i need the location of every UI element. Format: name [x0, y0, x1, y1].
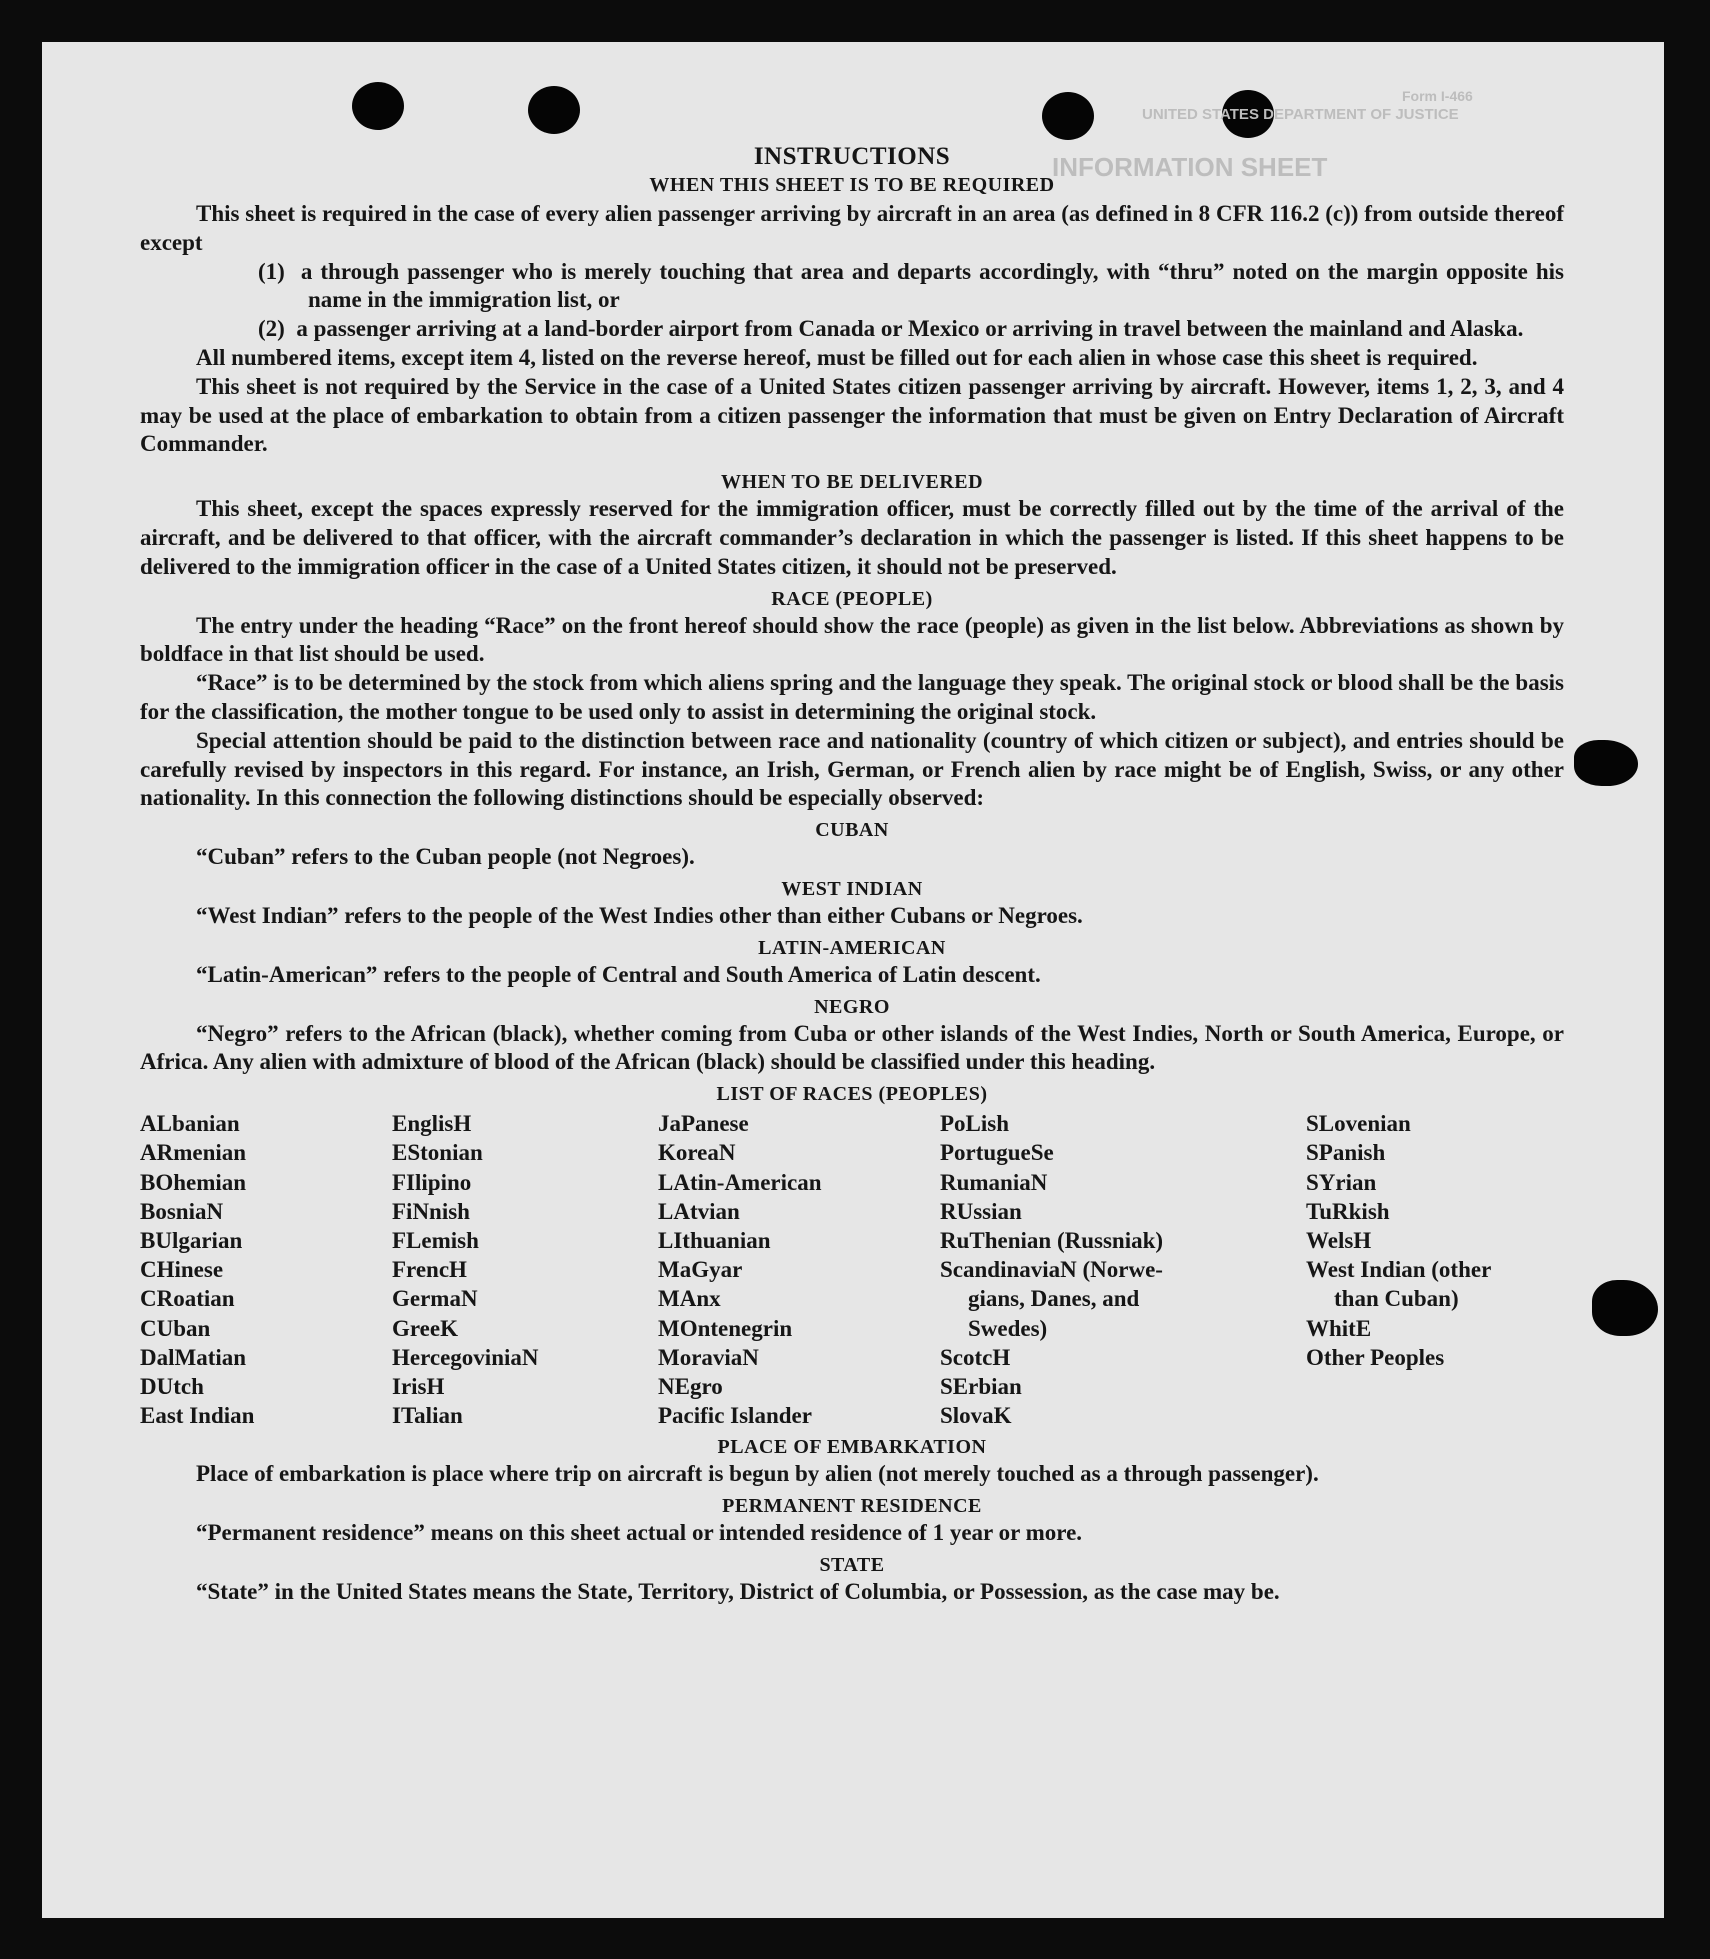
race-list-entry: IrisH	[392, 1373, 445, 1399]
race-list-entry: LAtin-American	[658, 1169, 822, 1195]
exception-item-1-text: a through passenger who is merely touching that area and departs accordingly, with “thru” noted on the margin opposite his name in the immigration list, or	[300, 258, 1564, 313]
when-required-heading: WHEN THIS SHEET IS TO BE REQUIRED	[649, 174, 1055, 196]
race-list-entry: ALbanian	[140, 1111, 240, 1137]
race-list-entry: DUtch	[140, 1373, 204, 1399]
race-list-entry: SYrian	[1306, 1169, 1377, 1195]
place-of-embarkation-heading: PLACE OF EMBARKATION	[717, 1436, 987, 1459]
race-list-entry: EStonian	[392, 1140, 483, 1166]
document-page	[42, 42, 1664, 1918]
race-list-entry: ScotcH	[940, 1344, 1011, 1370]
punch-hole-3	[1042, 92, 1094, 140]
punch-hole-1	[352, 82, 404, 130]
race-list-entry: BUlgarian	[140, 1227, 243, 1253]
race-list-entry: HercegoviniaN	[392, 1344, 539, 1370]
instructions-title: INSTRUCTIONS	[753, 143, 951, 170]
west-indian-text: “West Indian” refers to the people of the West Indies other than either Cubans or Negroes.	[196, 902, 1083, 928]
latin-american-text: “Latin-American” refers to the people of Central and South America of Latin descent.	[196, 961, 1041, 987]
exception-item-2	[140, 315, 1564, 344]
race-list-entry: CRoatian	[140, 1286, 235, 1312]
ink-blot-right-1	[1574, 740, 1638, 786]
permanent-residence-heading: PERMANENT RESIDENCE	[722, 1495, 982, 1518]
race-list-column-3	[658, 1109, 940, 1430]
latin-american-heading: LATIN-AMERICAN	[758, 936, 946, 959]
race-list-entry: SErbian	[940, 1373, 1022, 1399]
race-list-entry: MaGyar	[658, 1257, 743, 1283]
when-required-intro: This sheet is required in the case of every alien passenger arriving by aircraft in an area (as defined in 8 CFR 116.2 (c)) from outside thereof except	[140, 201, 1564, 255]
instructions-body	[140, 142, 1564, 1607]
negro-heading: NEGRO	[814, 995, 890, 1018]
race-list-entry: Pacific Islander	[658, 1403, 812, 1429]
race-list-column-1	[140, 1109, 392, 1430]
citizen-passenger-paragraph: This sheet is not required by the Service in the case of a United States citizen passenger arriving by aircraft. However, items 1, 2, 3, and 4 may be used at the place of embarkation to obtain from a citizen passenger the information that must be given on Entry Declaration of Aircraft Commander.	[140, 373, 1564, 457]
race-list-entry: EnglisH	[392, 1111, 472, 1137]
race-list-entry: BOhemian	[140, 1169, 247, 1195]
exception-item-1-number: (1)	[258, 258, 285, 284]
race-list-entry: RuThenian (Russniak)	[940, 1227, 1164, 1253]
race-list-entry: RumaniaN	[940, 1169, 1048, 1195]
race-list-entry: GermaN	[392, 1286, 478, 1312]
ink-blot-right-2	[1592, 1280, 1658, 1336]
race-list-entry: TuRkish	[1306, 1198, 1390, 1224]
race-list-entry: Swedes)	[968, 1315, 1048, 1341]
list-of-races-heading: LIST OF RACES (PEOPLES)	[716, 1083, 988, 1106]
bleed-through-department: UNITED STATES DEPARTMENT OF JUSTICE	[1142, 106, 1459, 123]
race-list-entry: RUssian	[940, 1198, 1022, 1224]
race-list-entry: FLemish	[392, 1227, 479, 1253]
race-list-entry: SLovenian	[1306, 1111, 1411, 1137]
race-list-entry: WelsH	[1306, 1227, 1372, 1253]
race-list-column-4	[940, 1109, 1306, 1430]
race-list-entry: NEgro	[658, 1373, 723, 1399]
race-list-entry: MOntenegrin	[658, 1315, 793, 1341]
race-list-column-5	[1306, 1109, 1564, 1430]
bleed-through-form-number: Form I-466	[1402, 88, 1473, 104]
cuban-heading: CUBAN	[815, 819, 889, 842]
race-list-entry: than Cuban)	[1334, 1286, 1459, 1312]
race-list-entry: LIthuanian	[658, 1227, 771, 1253]
race-list-entry: MoraviaN	[658, 1344, 759, 1370]
race-list-column-2	[392, 1109, 658, 1430]
state-heading: STATE	[819, 1553, 885, 1576]
race-paragraph-3: Special attention should be paid to the distinction between race and nationality (country of which citizen or subject), and entries should be carefully revised by inspectors in this regard. For instance, an Irish, German, or French alien by race might be of English, Swiss, or any other nationality. In this connection the following distinctions should be especially observed:	[140, 727, 1564, 811]
race-list-entry: ARmenian	[140, 1140, 247, 1166]
race-list-entry: KoreaN	[658, 1140, 736, 1166]
race-list-entry: gians, Danes, and	[968, 1286, 1140, 1312]
bleed-through-sheet-title: INFORMATION SHEET	[1052, 152, 1328, 182]
permanent-residence-text: “Permanent residence” means on this sheet actual or intended residence of 1 year or more.	[196, 1520, 1083, 1546]
state-text: “State” in the United States means the State, Territory, District of Columbia, or Possession, as the case may be.	[196, 1578, 1280, 1604]
punch-hole-2	[528, 86, 580, 134]
exception-item-1	[140, 258, 1564, 316]
negro-text: “Negro” refers to the African (black), whether coming from Cuba or other islands of the West Indies, North or South America, Europe, or Africa. Any alien with admixture of blood of the African (black) should be classified under this heading.	[140, 1020, 1564, 1075]
race-list-entry: MAnx	[658, 1286, 721, 1312]
race-list-entry: SlovaK	[940, 1403, 1012, 1429]
race-list-entry: West Indian (other	[1306, 1257, 1492, 1283]
race-heading: RACE (PEOPLE)	[771, 587, 933, 610]
race-paragraph-1: The entry under the heading “Race” on the front hereof should show the race (people) as given in the list below. Abbreviations as shown by boldface in that list should be used.	[140, 612, 1564, 667]
race-list-entry: LAtvian	[658, 1198, 740, 1224]
race-list-entry: PortugueSe	[940, 1140, 1054, 1166]
place-of-embarkation-text: Place of embarkation is place where trip on aircraft is begun by alien (not merely touched as a through passenger).	[196, 1461, 1319, 1487]
race-list-entry: BosniaN	[140, 1198, 224, 1224]
when-delivered-text: This sheet, except the spaces expressly reserved for the immigration officer, must be correctly filled out by the time of the arrival of the aircraft, and be delivered to that officer, with the aircraft commander’s declaration in which the passenger is listed. If this sheet happens to be delivered to the immigration officer in the case of a United States citizen, it should not be preserved.	[140, 496, 1564, 579]
race-list-entry: ITalian	[392, 1403, 463, 1429]
race-list-entry: FIlipino	[392, 1169, 472, 1195]
race-list-entry: East Indian	[140, 1403, 255, 1429]
when-delivered-heading: WHEN TO BE DELIVERED	[720, 471, 984, 494]
race-list-entry: DalMatian	[140, 1344, 247, 1370]
race-list-entry: GreeK	[392, 1315, 458, 1341]
numbered-items-paragraph: All numbered items, except item 4, listed on the reverse hereof, must be filled out for each alien in whose case this sheet is required.	[196, 344, 1478, 370]
race-list	[140, 1109, 1564, 1430]
race-list-entry: CUban	[140, 1315, 211, 1341]
race-list-entry: PoLish	[940, 1111, 1010, 1137]
race-list-entry: ScandinaviaN (Norwe-	[940, 1257, 1163, 1283]
race-list-entry: FiNnish	[392, 1198, 470, 1224]
cuban-text: “Cuban” refers to the Cuban people (not Negroes).	[196, 844, 695, 870]
race-list-entry: FrencH	[392, 1257, 467, 1283]
west-indian-heading: WEST INDIAN	[781, 877, 923, 900]
race-list-entry: Other Peoples	[1306, 1344, 1445, 1370]
race-list-entry: SPanish	[1306, 1140, 1386, 1166]
exception-item-2-text: a passenger arriving at a land-border airport from Canada or Mexico or arriving in travel between the mainland and Alaska.	[296, 316, 1524, 342]
race-list-entry: CHinese	[140, 1257, 224, 1283]
exception-item-2-number: (2)	[258, 316, 285, 342]
race-paragraph-2: “Race” is to be determined by the stock from which aliens spring and the language they speak. The original stock or blood shall be the basis for the classification, the mother tongue to be used only to assist in determining the original stock.	[140, 670, 1564, 724]
race-list-entry: JaPanese	[658, 1111, 749, 1137]
race-list-entry: WhitE	[1306, 1315, 1372, 1341]
